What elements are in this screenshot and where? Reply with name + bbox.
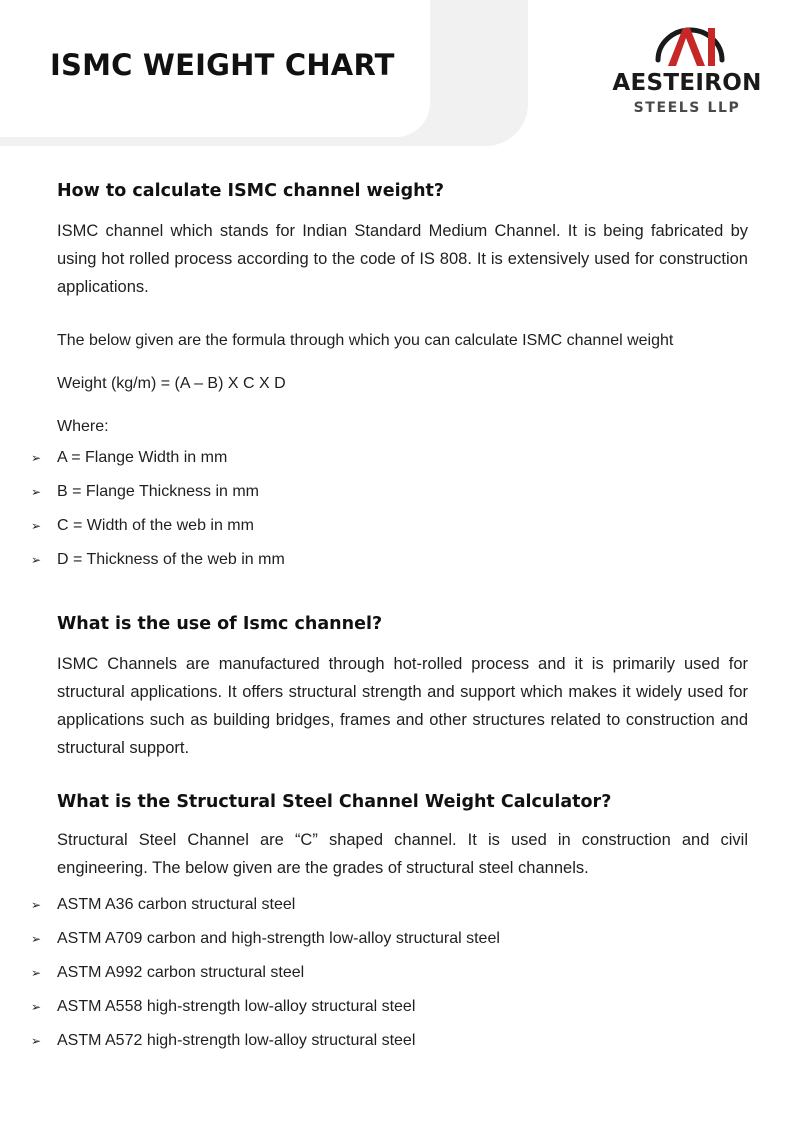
list-item: ➢ C = Width of the web in mm xyxy=(57,509,748,543)
calc-intro-paragraph: ISMC channel which stands for Indian Standard Medium Channel. It is being fabricated by using hot rolled process according to the code of IS 808. It is extensively used for construction applications. xyxy=(57,222,748,296)
company-logo xyxy=(606,10,768,122)
list-item: ➢ ASTM A992 carbon structural steel xyxy=(57,956,748,990)
list-item: ➢ A = Flange Width in mm xyxy=(57,441,748,475)
section-heading-calculator: What is the Structural Steel Channel Weight Calculator? xyxy=(57,792,612,812)
use-paragraph: ISMC Channels are manufactured through hot-rolled process and it is primarily used for structural applications. It offers structural strength and support which makes it widely used for applications such as building bridges, frames and other structures related to construction and structural support. xyxy=(57,655,748,757)
calculator-paragraph: Structural Steel Channel are “C” shaped channel. It is used in construction and civil engineering. The below given are the grades of structural steel channels. xyxy=(57,831,748,877)
formula: Weight (kg/m) = (A – B) X C X D xyxy=(57,375,286,392)
list-item: ➢ ASTM A709 carbon and high-strength low-alloy structural steel xyxy=(57,922,748,956)
logo-subtitle: STEELS LLP xyxy=(633,100,741,116)
logo-brand-name: AESTEIRON xyxy=(612,70,762,96)
section-heading-use: What is the use of Ismc channel? xyxy=(57,614,383,634)
list-item: ➢ ASTM A572 high-strength low-alloy structural steel xyxy=(57,1024,748,1058)
grades-list xyxy=(57,888,748,1058)
where-label: Where: xyxy=(57,418,109,435)
list-item: ➢ ASTM A558 high-strength low-alloy structural steel xyxy=(57,990,748,1024)
page-title: ISMC WEIGHT CHART xyxy=(50,48,395,82)
list-item: ➢ ASTM A36 carbon structural steel xyxy=(57,888,748,922)
logo-mark-icon xyxy=(650,10,730,68)
document-body xyxy=(57,178,748,1058)
formula-intro: The below given are the formula through which you can calculate ISMC channel weight xyxy=(57,332,674,349)
section-heading-calculate: How to calculate ISMC channel weight? xyxy=(57,181,445,201)
where-list xyxy=(57,441,748,577)
list-item: ➢ D = Thickness of the web in mm xyxy=(57,543,748,577)
list-item: ➢ B = Flange Thickness in mm xyxy=(57,475,748,509)
